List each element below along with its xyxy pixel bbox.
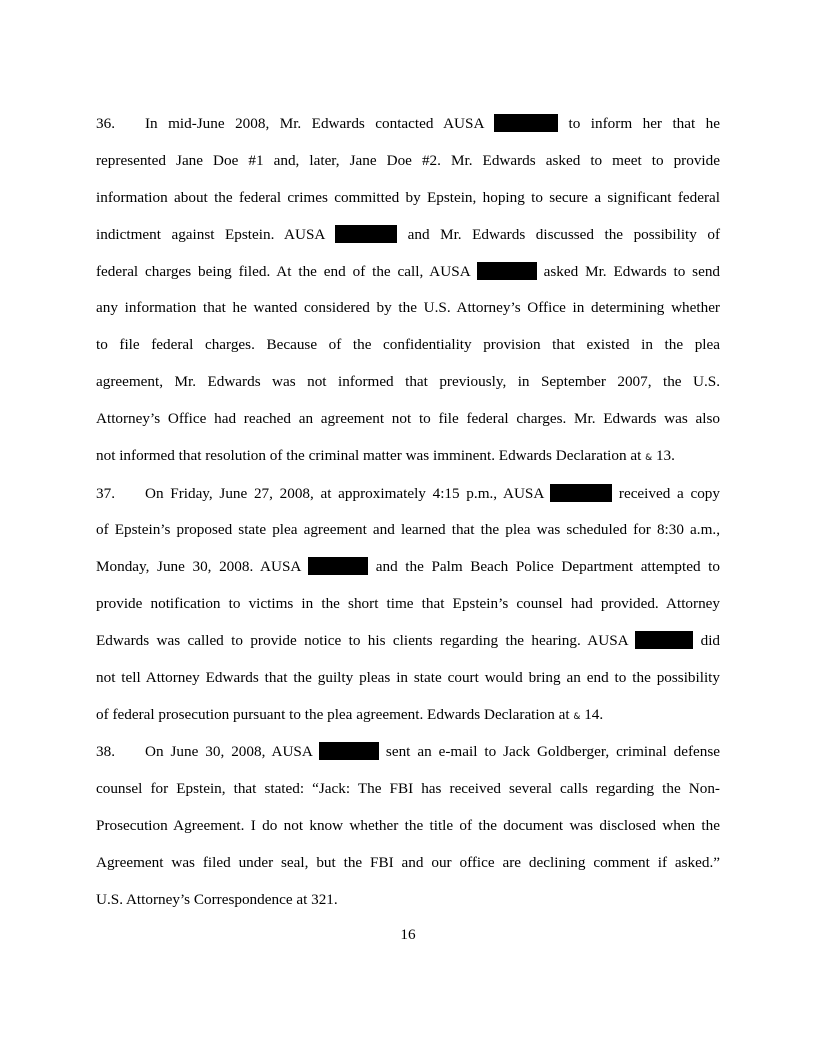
paragraph-text: any information that he wanted considered by the U.S. Attorney’s Office in determining whether xyxy=(96,299,720,316)
paragraph-37-line-2 xyxy=(96,520,720,540)
paragraph-36-line-8 xyxy=(96,372,720,392)
paragraph-text: Prosecution Agreement. I do not know whether the title of the document was disclosed when the xyxy=(96,817,720,834)
paragraph-text: not tell Attorney Edwards that the guilty pleas in state court would bring an end to the possibility xyxy=(96,669,720,686)
paragraph-37-line-3 xyxy=(96,557,720,577)
paragraph-text: indictment against Epstein. AUSA xyxy=(96,226,325,243)
paragraph-37-line-7 xyxy=(96,705,720,727)
paragraph-text: In mid-June 2008, Mr. Edwards contacted AUSA xyxy=(144,115,484,132)
paragraph-text: and the Palm Beach Police Department attempted to xyxy=(375,558,720,575)
paragraph-36-line-6 xyxy=(96,298,720,318)
paragraph-36-line-9 xyxy=(96,409,720,429)
redaction-block xyxy=(635,631,693,649)
paragraph-38-line-4 xyxy=(96,853,720,873)
paragraph-text: of Epstein’s proposed state plea agreement and learned that the plea was scheduled for 8:30 a.m., xyxy=(96,521,720,538)
paragraph-text: On June 30, 2008, AUSA xyxy=(144,743,313,760)
paragraph-text: U.S. Attorney’s Correspondence at 321. xyxy=(96,891,338,908)
paragraph-37-line-6 xyxy=(96,668,720,688)
paragraph-36-line-3 xyxy=(96,188,720,208)
paragraph-number: 36. xyxy=(96,115,115,132)
paragraph-text: information about the federal crimes committed by Epstein, hoping to secure a significant federal xyxy=(96,189,720,206)
page-number: 16 xyxy=(400,926,416,943)
paragraph-text: 13. xyxy=(655,447,675,464)
paragraph-number: 38. xyxy=(96,743,115,760)
paragraph-37-line-5 xyxy=(96,631,720,651)
paragraph-37-line-1 xyxy=(96,484,720,504)
paragraph-text: counsel for Epstein, that stated: “Jack: The FBI has received several calls regarding the Non- xyxy=(96,780,720,797)
paragraph-text: federal charges being filed. At the end of the call, AUSA xyxy=(96,263,470,280)
paragraph-text: asked Mr. Edwards to send xyxy=(543,263,721,280)
paragraph-36-line-5 xyxy=(96,262,720,282)
paragraph-38-line-3 xyxy=(96,816,720,836)
paragraph-text: On Friday, June 27, 2008, at approximately 4:15 p.m., AUSA xyxy=(144,485,544,502)
paragraph-text: represented Jane Doe #1 and, later, Jane Doe #2. Mr. Edwards asked to meet to provide xyxy=(96,152,720,169)
paragraph-text: and Mr. Edwards discussed the possibility of xyxy=(407,226,721,243)
paragraph-text: did xyxy=(700,632,721,649)
paragraph-text: Edwards was called to provide notice to his clients regarding the hearing. AUSA xyxy=(96,632,628,649)
paragraph-text: Attorney’s Office had reached an agreement not to file federal charges. Mr. Edwards was also xyxy=(96,410,720,427)
redaction-block xyxy=(308,557,368,575)
paragraph-text: of federal prosecution pursuant to the plea agreement. Edwards Declaration at xyxy=(96,706,570,723)
paragraph-text: to inform her that he xyxy=(568,115,721,132)
section-symbol: & xyxy=(573,712,581,722)
section-symbol: & xyxy=(645,453,653,463)
paragraph-38-line-2 xyxy=(96,779,720,799)
paragraph-36-line-4 xyxy=(96,225,720,245)
paragraph-38-line-5 xyxy=(96,890,720,910)
paragraph-36-line-1 xyxy=(96,114,720,134)
paragraph-text: to file federal charges. Because of the confidentiality provision that existed in the plea xyxy=(96,336,720,353)
redaction-block xyxy=(494,114,558,132)
paragraph-text: Monday, June 30, 2008. AUSA xyxy=(96,558,301,575)
paragraph-text: not informed that resolution of the criminal matter was imminent. Edwards Declaration at xyxy=(96,447,642,464)
paragraph-36-line-7 xyxy=(96,335,720,355)
paragraph-36-line-10 xyxy=(96,446,720,468)
redaction-block xyxy=(477,262,537,280)
paragraph-number: 37. xyxy=(96,485,115,502)
paragraph-text: provide notification to victims in the short time that Epstein’s counsel had provided. Attorney xyxy=(96,595,720,612)
paragraph-36-line-2 xyxy=(96,151,720,171)
redaction-block xyxy=(550,484,612,502)
paragraph-38-line-1 xyxy=(96,742,720,762)
paragraph-text: received a copy xyxy=(618,485,720,502)
paragraph-37-line-4 xyxy=(96,594,720,614)
redaction-block xyxy=(319,742,379,760)
paragraph-text: Agreement was filed under seal, but the FBI and our office are declining comment if asked.” xyxy=(96,854,720,871)
paragraph-text: 14. xyxy=(584,706,604,723)
paragraph-text: agreement, Mr. Edwards was not informed that previously, in September 2007, the U.S. xyxy=(96,373,720,390)
paragraph-text: sent an e-mail to Jack Goldberger, criminal defense xyxy=(385,743,721,760)
redaction-block xyxy=(335,225,397,243)
